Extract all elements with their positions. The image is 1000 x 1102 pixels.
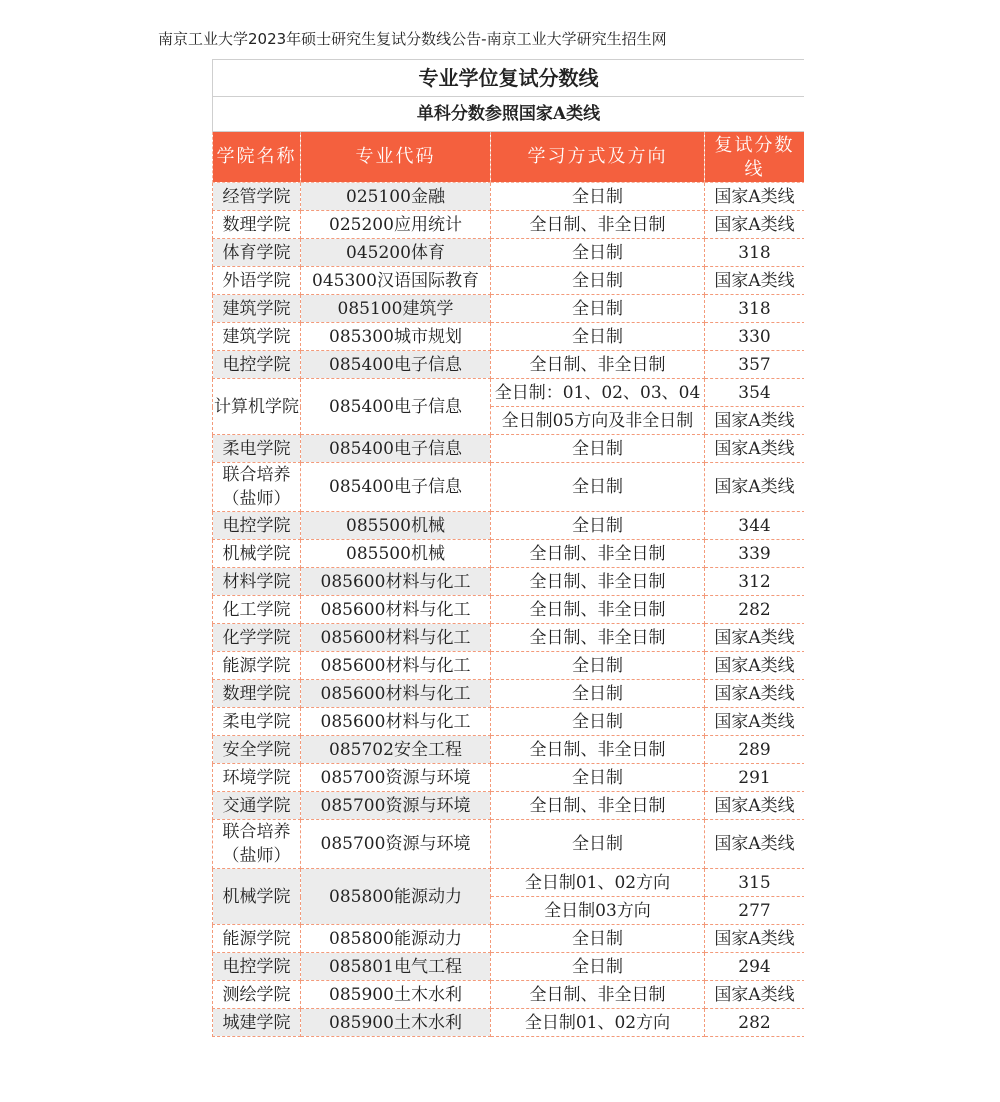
table-row	[213, 869, 805, 897]
mode-cell: 全日制	[491, 652, 705, 680]
college-cell: 交通学院	[213, 792, 301, 820]
table-row	[213, 351, 805, 379]
table-subtitle: 单科分数参照国家A类线	[213, 97, 805, 132]
major-cell: 025100金融	[301, 183, 491, 211]
table-row	[213, 708, 805, 736]
score-cell: 国家A类线	[705, 463, 805, 512]
major-cell: 085800能源动力	[301, 869, 491, 925]
major-cell: 045300汉语国际教育	[301, 267, 491, 295]
table-row	[213, 764, 805, 792]
score-cell: 339	[705, 540, 805, 568]
table-row	[213, 183, 805, 211]
college-cell: 柔电学院	[213, 435, 301, 463]
score-cell: 282	[705, 596, 805, 624]
table-row	[213, 820, 805, 869]
table-row	[213, 267, 805, 295]
major-cell: 085400电子信息	[301, 463, 491, 512]
mode-cell: 全日制、非全日制	[491, 736, 705, 764]
mode-cell: 全日制03方向	[491, 897, 705, 925]
mode-cell: 全日制	[491, 323, 705, 351]
major-cell: 085600材料与化工	[301, 680, 491, 708]
mode-cell: 全日制	[491, 680, 705, 708]
table-row	[213, 596, 805, 624]
mode-cell: 全日制、非全日制	[491, 540, 705, 568]
table-row	[213, 568, 805, 596]
college-cell: 安全学院	[213, 736, 301, 764]
major-cell: 085400电子信息	[301, 435, 491, 463]
college-cell: 联合培养（盐师）	[213, 463, 301, 512]
score-cell: 国家A类线	[705, 792, 805, 820]
score-cell: 330	[705, 323, 805, 351]
score-cell: 国家A类线	[705, 183, 805, 211]
major-cell: 085900土木水利	[301, 1009, 491, 1037]
table-row	[213, 624, 805, 652]
score-cell: 291	[705, 764, 805, 792]
mode-cell: 全日制	[491, 295, 705, 323]
table-row	[213, 435, 805, 463]
score-cell: 国家A类线	[705, 925, 805, 953]
college-cell: 数理学院	[213, 680, 301, 708]
mode-cell: 全日制、非全日制	[491, 624, 705, 652]
score-cell: 318	[705, 295, 805, 323]
college-cell: 化学学院	[213, 624, 301, 652]
major-cell: 085600材料与化工	[301, 568, 491, 596]
mode-cell: 全日制	[491, 512, 705, 540]
score-cell: 国家A类线	[705, 435, 805, 463]
score-cell: 315	[705, 869, 805, 897]
table-row	[213, 323, 805, 351]
mode-cell: 全日制	[491, 925, 705, 953]
header-mode: 学习方式及方向	[491, 132, 705, 183]
score-cell: 国家A类线	[705, 680, 805, 708]
major-cell: 085500机械	[301, 512, 491, 540]
score-cell: 294	[705, 953, 805, 981]
table-row	[213, 295, 805, 323]
major-cell: 085400电子信息	[301, 379, 491, 435]
score-cell: 国家A类线	[705, 267, 805, 295]
table-row	[213, 463, 805, 512]
table-row	[213, 652, 805, 680]
major-cell: 085900土木水利	[301, 981, 491, 1009]
table-row	[213, 1009, 805, 1037]
college-cell: 联合培养（盐师）	[213, 820, 301, 869]
score-cell: 282	[705, 1009, 805, 1037]
table-row	[213, 211, 805, 239]
score-cell: 277	[705, 897, 805, 925]
score-cell: 289	[705, 736, 805, 764]
major-cell: 085400电子信息	[301, 351, 491, 379]
college-cell: 体育学院	[213, 239, 301, 267]
score-cell: 国家A类线	[705, 708, 805, 736]
college-cell: 建筑学院	[213, 323, 301, 351]
score-cell: 国家A类线	[705, 981, 805, 1009]
major-cell: 085700资源与环境	[301, 792, 491, 820]
mode-cell: 全日制	[491, 183, 705, 211]
college-cell: 建筑学院	[213, 295, 301, 323]
college-cell: 化工学院	[213, 596, 301, 624]
table-row	[213, 981, 805, 1009]
page-title: 南京工业大学2023年硕士研究生复试分数线公告-南京工业大学研究生招生网	[158, 30, 667, 48]
table-row	[213, 792, 805, 820]
mode-cell: 全日制	[491, 820, 705, 869]
table-title: 专业学位复试分数线	[213, 60, 805, 97]
mode-cell: 全日制	[491, 463, 705, 512]
mode-cell: 全日制01、02方向	[491, 869, 705, 897]
table-row	[213, 925, 805, 953]
major-cell: 085702安全工程	[301, 736, 491, 764]
mode-cell: 全日制	[491, 953, 705, 981]
score-cell: 344	[705, 512, 805, 540]
mode-cell: 全日制	[491, 708, 705, 736]
major-cell: 085500机械	[301, 540, 491, 568]
mode-cell: 全日制	[491, 267, 705, 295]
table-row	[213, 736, 805, 764]
college-cell: 测绘学院	[213, 981, 301, 1009]
major-cell: 085600材料与化工	[301, 652, 491, 680]
major-cell: 085700资源与环境	[301, 820, 491, 869]
score-cell: 312	[705, 568, 805, 596]
major-cell: 085100建筑学	[301, 295, 491, 323]
college-cell: 柔电学院	[213, 708, 301, 736]
major-cell: 045200体育	[301, 239, 491, 267]
college-cell: 外语学院	[213, 267, 301, 295]
mode-cell: 全日制、非全日制	[491, 596, 705, 624]
mode-cell: 全日制	[491, 239, 705, 267]
table-row	[213, 379, 805, 407]
major-cell: 085600材料与化工	[301, 708, 491, 736]
college-cell: 城建学院	[213, 1009, 301, 1037]
score-cell: 国家A类线	[705, 211, 805, 239]
table-row	[213, 239, 805, 267]
table-subtitle-row	[213, 97, 805, 132]
score-cell: 国家A类线	[705, 407, 805, 435]
header-score: 复试分数线	[705, 132, 805, 183]
table-row	[213, 540, 805, 568]
mode-cell: 全日制01、02方向	[491, 1009, 705, 1037]
mode-cell: 全日制05方向及非全日制	[491, 407, 705, 435]
score-cell: 国家A类线	[705, 624, 805, 652]
table-header-row	[213, 132, 805, 183]
score-cell: 357	[705, 351, 805, 379]
college-cell: 数理学院	[213, 211, 301, 239]
major-cell: 025200应用统计	[301, 211, 491, 239]
college-cell: 电控学院	[213, 953, 301, 981]
college-cell: 材料学院	[213, 568, 301, 596]
major-cell: 085600材料与化工	[301, 624, 491, 652]
college-cell: 电控学院	[213, 512, 301, 540]
header-college: 学院名称	[213, 132, 301, 183]
major-cell: 085801电气工程	[301, 953, 491, 981]
mode-cell: 全日制、非全日制	[491, 568, 705, 596]
college-cell: 机械学院	[213, 869, 301, 925]
table-row	[213, 680, 805, 708]
college-cell: 环境学院	[213, 764, 301, 792]
mode-cell: 全日制	[491, 435, 705, 463]
college-cell: 计算机学院	[213, 379, 301, 435]
mode-cell: 全日制、非全日制	[491, 981, 705, 1009]
college-cell: 能源学院	[213, 925, 301, 953]
table-title-row	[213, 60, 805, 97]
score-cell: 318	[705, 239, 805, 267]
score-cell: 国家A类线	[705, 820, 805, 869]
mode-cell: 全日制、非全日制	[491, 351, 705, 379]
major-cell: 085600材料与化工	[301, 596, 491, 624]
major-cell: 085800能源动力	[301, 925, 491, 953]
score-cell: 国家A类线	[705, 652, 805, 680]
mode-cell: 全日制：01、02、03、04	[491, 379, 705, 407]
major-cell: 085700资源与环境	[301, 764, 491, 792]
score-table-container	[212, 59, 804, 1052]
mode-cell: 全日制	[491, 764, 705, 792]
table-row	[213, 953, 805, 981]
college-cell: 电控学院	[213, 351, 301, 379]
major-cell: 085300城市规划	[301, 323, 491, 351]
mode-cell: 全日制、非全日制	[491, 211, 705, 239]
mode-cell: 全日制、非全日制	[491, 792, 705, 820]
college-cell: 能源学院	[213, 652, 301, 680]
college-cell: 机械学院	[213, 540, 301, 568]
score-table	[212, 59, 804, 1037]
table-row	[213, 512, 805, 540]
college-cell: 经管学院	[213, 183, 301, 211]
header-major: 专业代码	[301, 132, 491, 183]
score-cell: 354	[705, 379, 805, 407]
